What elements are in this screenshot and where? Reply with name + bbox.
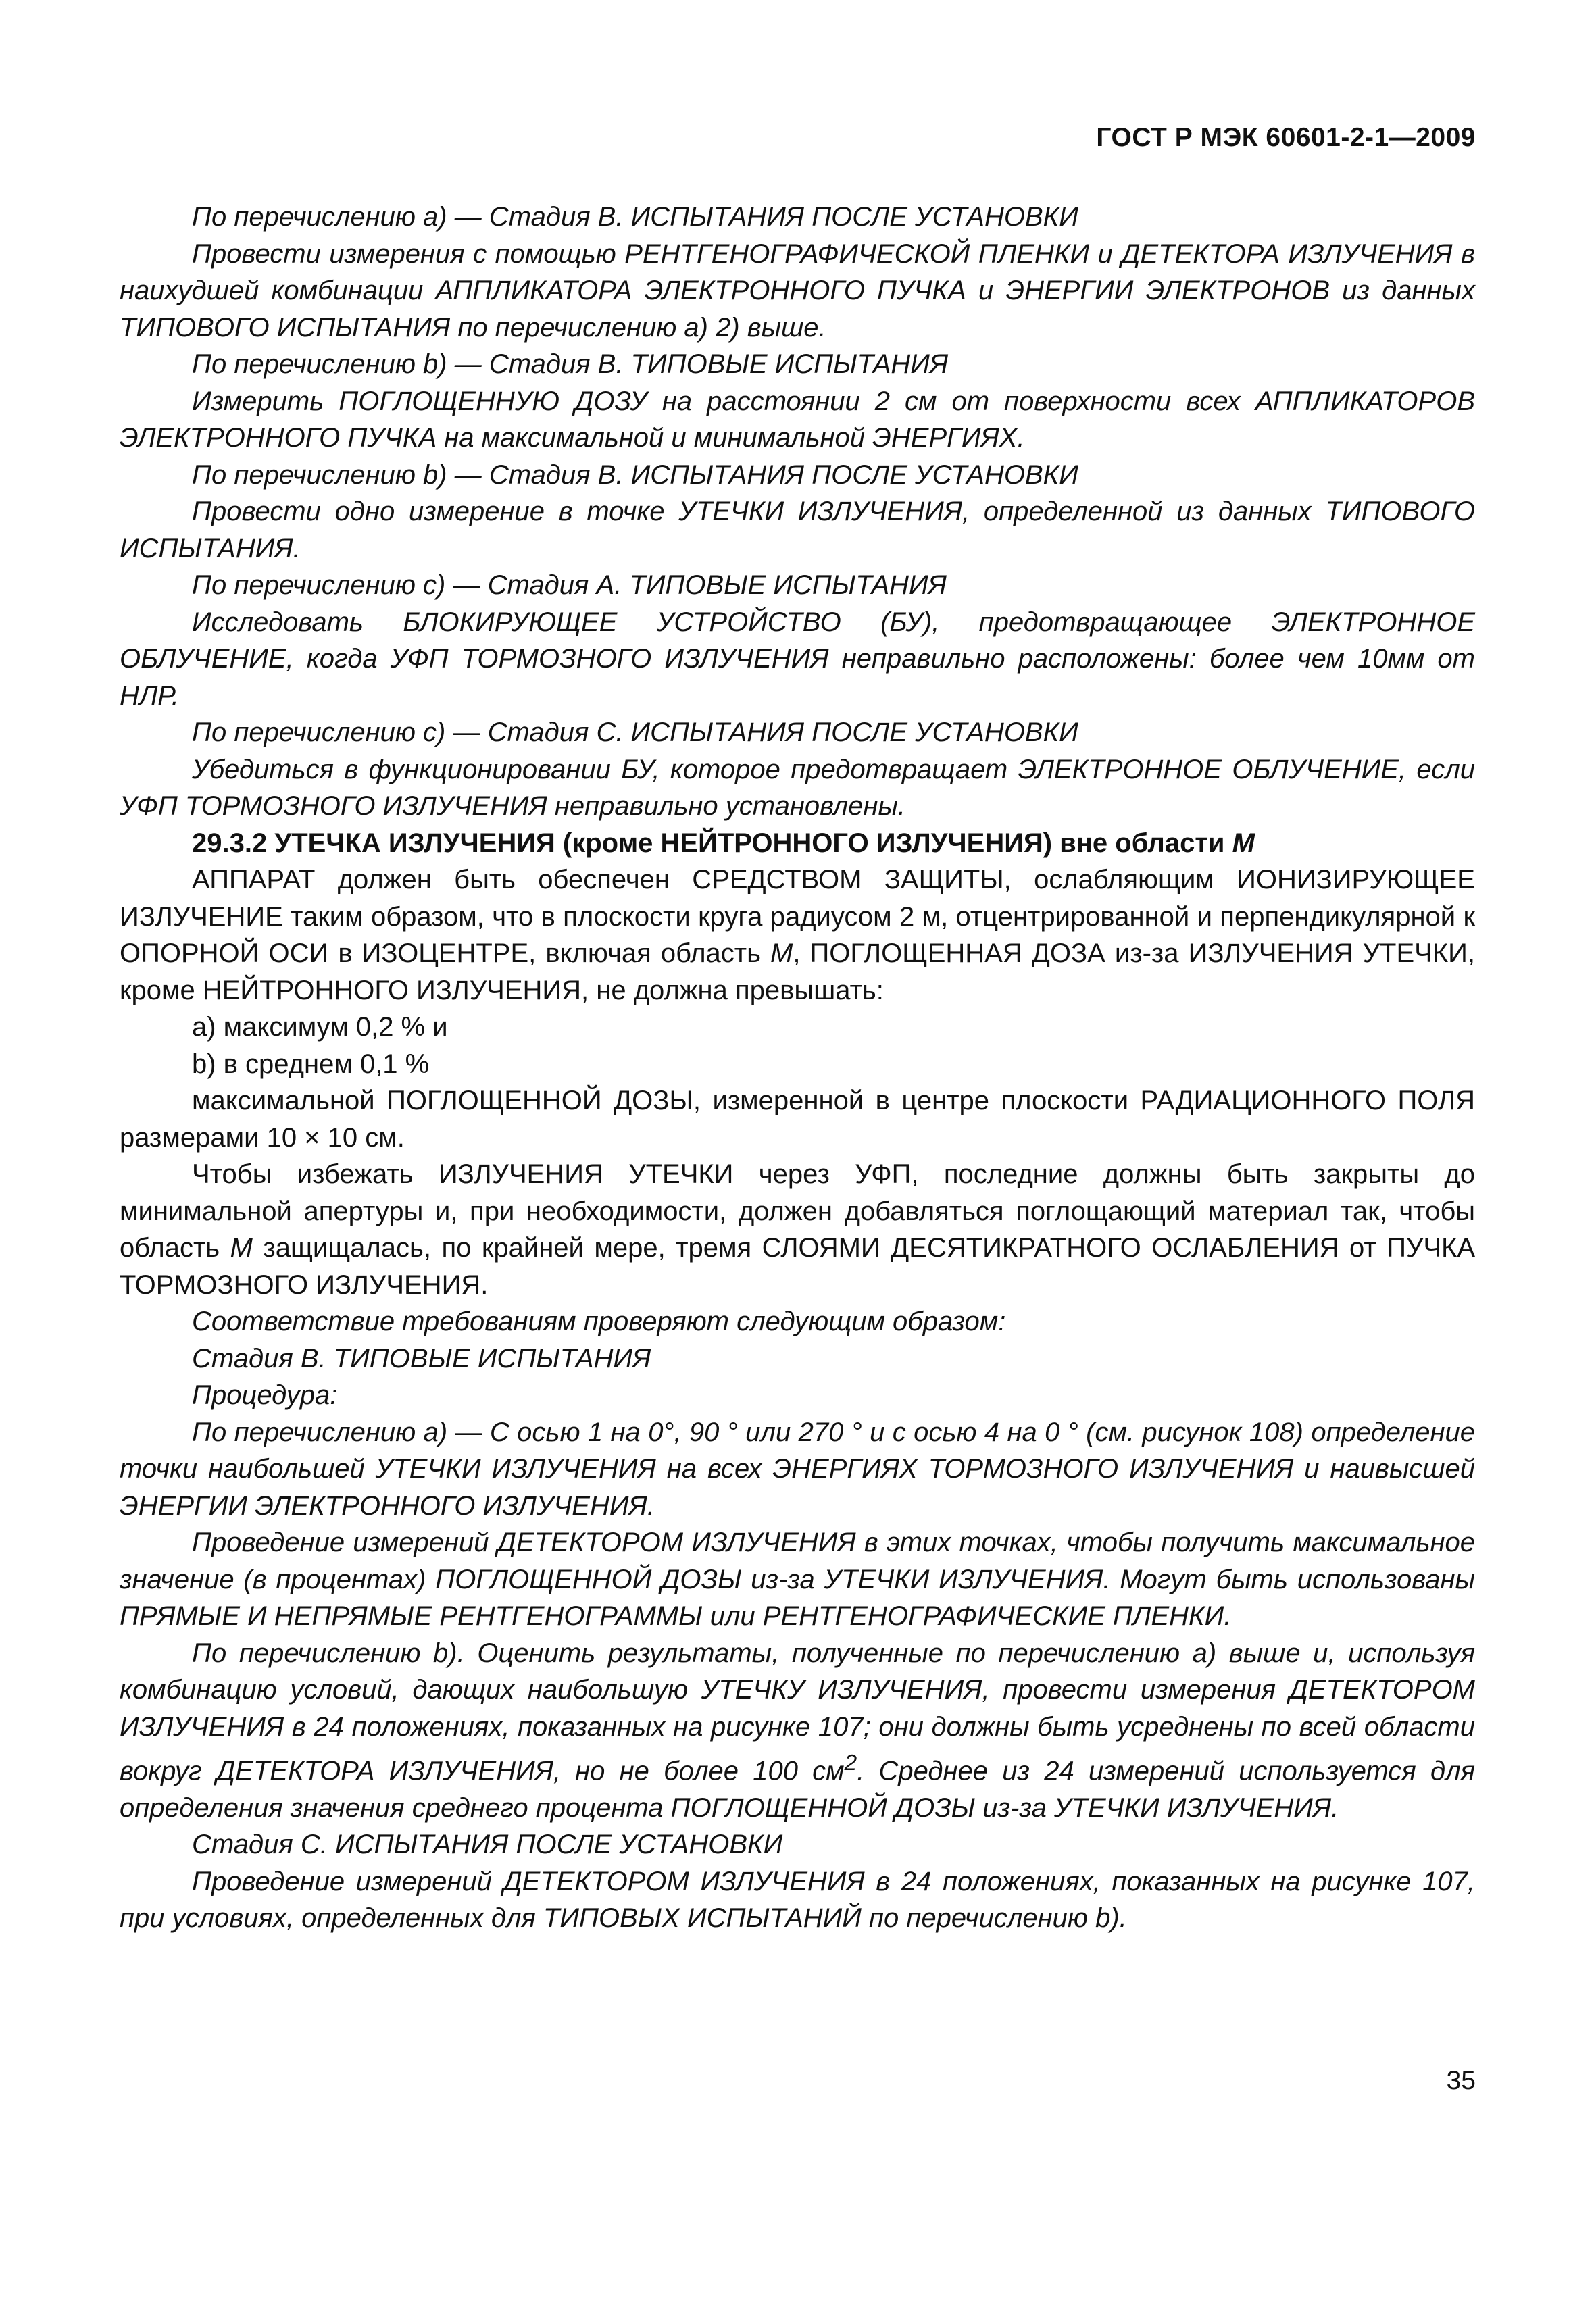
paragraph: По перечислению а) — С осью 1 на 0°, 90 ° или 270 ° и с осью 4 на 0 ° (см. рисунок 108) определение точки наибольшей УТЕЧКИ ИЗЛУЧЕНИЯ на всех ЭНЕРГИЯХ ТОРМОЗНОГО ИЗЛУЧЕНИЯ и наивысшей ЭНЕРГИИ ЭЛЕКТРОННОГО ИЗЛУЧЕНИЯ. [120, 1417, 1475, 1521]
paragraph: максимальной ПОГЛОЩЕННОЙ ДОЗЫ, измеренной в центре плоскости РАДИАЦИОННОГО ПОЛЯ размерами 10 × 10 см. [120, 1086, 1475, 1153]
paragraph-text: АППАРАТ должен быть обеспечен СРЕДСТВОМ ЗАЩИТЫ, ослабляющим ИОНИЗИРУЮЩЕЕ ИЗЛУЧЕНИЕ таким образом, что в плоскости круга радиусом 2 м, отцентрированной и перпендикулярной к ОПОРНОЙ ОСИ в ИЗОЦЕНТРЕ, включая область [120, 865, 1475, 968]
paragraph: Соответствие требованиям проверяют следующим образом: [192, 1307, 1006, 1336]
paragraph: Процедура: [192, 1380, 338, 1410]
paragraph-text: , ПОГЛОЩЕННАЯ ДОЗА из-за ИЗЛУЧЕНИЯ УТЕЧКИ, кроме НЕЙТРОННОГО ИЗЛУЧЕНИЯ, не должна превышать: [120, 938, 1475, 1005]
paragraph: Убедиться в функционировании БУ, которое предотвращает ЭЛЕКТРОННОЕ ОБЛУЧЕНИЕ, если УФП ТОРМОЗНОГО ИЗЛУЧЕНИЯ неправильно установлены. [120, 754, 1475, 821]
section-heading-text: 29.3.2 УТЕЧКА ИЗЛУЧЕНИЯ (кроме НЕЙТРОННОГО ИЗЛУЧЕНИЯ) вне области [192, 828, 1232, 858]
section-heading [120, 825, 1475, 862]
paragraph: По перечислению b) — Стадия В. ТИПОВЫЕ ИСПЫТАНИЯ [192, 349, 949, 379]
list-item: b) в среднем 0,1 % [192, 1049, 430, 1079]
paragraph: По перечислению b) — Стадия В. ИСПЫТАНИЯ ПОСЛЕ УСТАНОВКИ [192, 459, 1078, 490]
paragraph: Провести одно измерение в точке УТЕЧКИ ИЗЛУЧЕНИЯ, определенной из данных ТИПОВОГО ИСПЫТАНИЯ. [120, 497, 1475, 563]
document-body [120, 199, 1475, 1937]
paragraph: По перечислению с) — Стадия А. ТИПОВЫЕ ИСПЫТАНИЯ [192, 570, 947, 600]
superscript: 2 [844, 1751, 857, 1776]
paragraph-text: Чтобы избежать ИЗЛУЧЕНИЯ УТЕЧКИ через УФП, последние должны быть закрыты до минимальной апертуры и, при необходимости, должен добавляться поглощающий материал так, чтобы область [120, 1159, 1475, 1263]
section-heading-area-symbol: М [1232, 828, 1255, 858]
paragraph: Стадия В. ТИПОВЫЕ ИСПЫТАНИЯ [192, 1343, 651, 1374]
paragraph [120, 1156, 1475, 1303]
paragraph [120, 1635, 1475, 1827]
paragraph: Проведение измерений ДЕТЕКТОРОМ ИЗЛУЧЕНИЯ в этих точках, чтобы получить максимальное значение (в процентах) ПОГЛОЩЕННОЙ ДОЗЫ из-за УТЕЧКИ ИЗЛУЧЕНИЯ. Могут быть использованы ПРЯМЫЕ И НЕПРЯМЫЕ РЕНТГЕНОГРАММЫ или РЕНТГЕНОГРАФИЧЕСКИЕ ПЛЕНКИ. [120, 1528, 1475, 1631]
paragraph: Провести измерения с помощью РЕНТГЕНОГРАФИЧЕСКОЙ ПЛЕНКИ и ДЕТЕКТОРА ИЗЛУЧЕНИЯ в наихудшей комбинации АППЛИКАТОРА ЭЛЕКТРОННОГО ПУЧКА и ЭНЕРГИИ ЭЛЕКТРОНОВ из данных ТИПОВОГО ИСПЫТАНИЯ по перечислению а) 2) выше. [120, 238, 1475, 343]
paragraph: По перечислению с) — Стадия С. ИСПЫТАНИЯ ПОСЛЕ УСТАНОВКИ [192, 718, 1078, 747]
list-item: а) максимум 0,2 % и [192, 1012, 448, 1042]
paragraph-text: По перечислению b). Оценить результаты, полученные по перечислению а) выше и, используя комбинацию условий, дающих наибольшую УТЕЧКУ ИЗЛУЧЕНИЯ, провести измерения ДЕТЕКТОРОМ ИЗЛУЧЕНИЯ в 24 положениях, показанных на рисунке 107; они должны быть усреднены по всей области вокруг ДЕТЕКТОРА ИЗЛУЧЕНИЯ, но не более 100 см [120, 1638, 1475, 1786]
document-header: ГОСТ Р МЭК 60601-2-1—2009 [1096, 123, 1476, 152]
paragraph: По перечислению а) — Стадия В. ИСПЫТАНИЯ ПОСЛЕ УСТАНОВКИ [192, 202, 1078, 232]
paragraph [120, 861, 1475, 1009]
page-number: 35 [1446, 2066, 1476, 2095]
area-symbol: М [770, 938, 793, 968]
paragraph-text: защищалась, по крайней мере, тремя СЛОЯМИ ДЕСЯТИКРАТНОГО ОСЛАБЛЕНИЯ от ПУЧКА ТОРМОЗНОГО ИЗЛУЧЕНИЯ. [120, 1233, 1475, 1300]
paragraph: Стадия С. ИСПЫТАНИЯ ПОСЛЕ УСТАНОВКИ [192, 1830, 783, 1860]
paragraph: Проведение измерений ДЕТЕКТОРОМ ИЗЛУЧЕНИЯ в 24 положениях, показанных на рисунке 107, при условиях, определенных для ТИПОВЫХ ИСПЫТАНИЙ по перечислению b). [120, 1866, 1475, 1934]
paragraph: Измерить ПОГЛОЩЕННУЮ ДОЗУ на расстоянии 2 см от поверхности всех АППЛИКАТОРОВ ЭЛЕКТРОННОГО ПУЧКА на максимальной и минимальной ЭНЕРГИЯХ. [120, 386, 1475, 453]
area-symbol: М [230, 1233, 253, 1263]
paragraph-text: . Среднее из 24 измерений используется для определения значения среднего процента ПОГЛОЩЕННОЙ ДОЗЫ из-за УТЕЧКИ ИЗЛУЧЕНИЯ. [120, 1756, 1475, 1823]
paragraph: Исследовать БЛОКИРУЮЩЕЕ УСТРОЙСТВО (БУ), предотвращающее ЭЛЕКТРОННОЕ ОБЛУЧЕНИЕ, когда УФП ТОРМОЗНОГО ИЗЛУЧЕНИЯ неправильно расположены: более чем 10мм от НЛР. [120, 607, 1475, 711]
